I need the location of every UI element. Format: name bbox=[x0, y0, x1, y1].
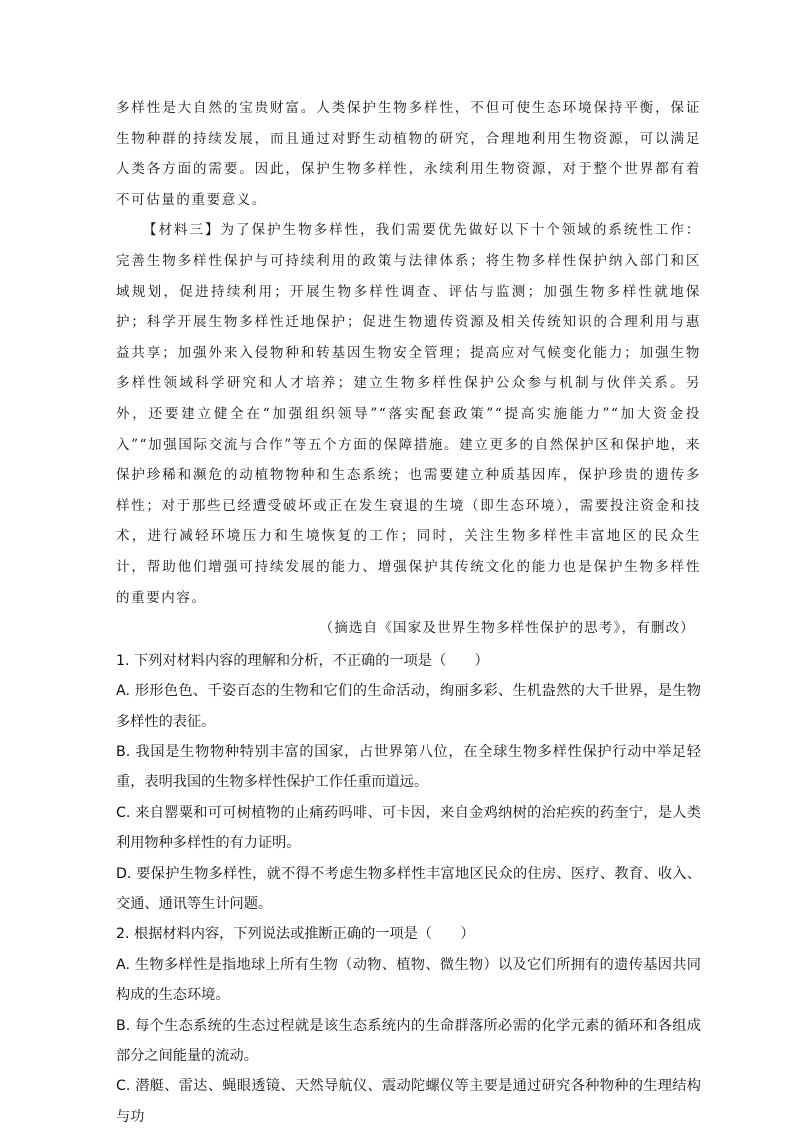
question-2-option-b: B. 每个生态系统的生态过程就是该生态系统内的生命群落所必需的化学元素的循环和各组成部分之间能量的流动。 bbox=[116, 1017, 701, 1064]
material-continuation-paragraph: 多样性是大自然的宝贵财富。人类保护生物多样性，不但可使生态环境保持平衡，保证生物种群的持续发展，而且通过对野生动植物的研究，合理地利用生物资源，可以满足人类各方面的需要。因此，保护生物多样性，永续利用生物资源，对于整个世界都有着不可估量的重要意义。 bbox=[116, 100, 701, 208]
question-1-option-c: C. 来自罂粟和可可树植物的止痛药吗啡、可卡因，来自金鸡纳树的治疟疾的药奎宁，是人类利用物种多样性的有力证明。 bbox=[116, 804, 701, 852]
question-1-option-b: B. 我国是生物物种特别丰富的国家，占世界第八位，在全球生物多样性保护行动中举足轻重，表明我国的生物多样性保护工作任重而道远。 bbox=[116, 743, 701, 791]
material-source-citation: （摘选自《国家及世界生物多样性保护的思考》，有删改） bbox=[319, 620, 695, 637]
material-three-paragraph: 【材料三】为了保护生物多样性，我们需要优先做好以下十个领域的系统性工作：完善生物多样性保护与可持续利用的政策与法律体系；将生物多样性保护纳入部门和区域规划，促进持续利用；开展生物多样性调查、评估与监测；加强生物多样性就地保护；科学开展生物多样性迁地保护；促进生物遗传资源及相关传统知识的合理利用与惠益共享；加强外来入侵物种和转基因生物安全管理；提高应对气候变化能力；加强生物多样性领域科学研究和人才培养；建立生物多样性保护公众参与机制与伙伴关系。另外，还要建立健全在“加强组织领导”“落实配套政策”“提高实施能力”“加大资金投入”“加强国际交流与合作”等五个方面的保障措施。建立更多的自然保护区和保护地，来保护珍稀和濒危的动植物物种和生态系统；也需要建立种质基因库，保护珍贵的遗传多样性；对于那些已经遭受破坏或正在发生衰退的生境（即生态环境），需要投注资金和技术，进行减轻环境压力和生境恢复的工作；同时，关注生物多样性丰富地区的民众生计，帮助他们增强可持续发展的能力、增强保护其传统文化的能力也是保护生物多样性的重要内容。 bbox=[116, 222, 701, 606]
question-1-stem: 1. 下列对材料内容的理解和分析，不正确的一项是（ ） bbox=[116, 652, 489, 669]
question-2-option-c: C. 潜艇、雷达、蝇眼透镜、天然导航仪、震动陀螺仪等主要是通过研究各种物种的生理结构与功 bbox=[116, 1078, 701, 1125]
question-2-option-a: A. 生物多样性是指地球上所有生物（动物、植物、微生物）以及它们所拥有的遗传基因共同构成的生态环境。 bbox=[116, 956, 701, 1004]
question-1-option-a: A. 形形色色、千姿百态的生物和它们的生命活动，绚丽多彩、生机盎然的大千世界，是生物多样性的表征。 bbox=[116, 683, 701, 730]
content-column bbox=[116, 93, 701, 1132]
question-1-option-d: D. 要保护生物多样性，就不得不考虑生物多样性丰富地区民众的住房、医疗、教育、收入、交通、通讯等生计问题。 bbox=[116, 865, 701, 912]
question-2-stem: 2. 根据材料内容，下列说法或推断正确的一项是（ ） bbox=[116, 926, 475, 943]
